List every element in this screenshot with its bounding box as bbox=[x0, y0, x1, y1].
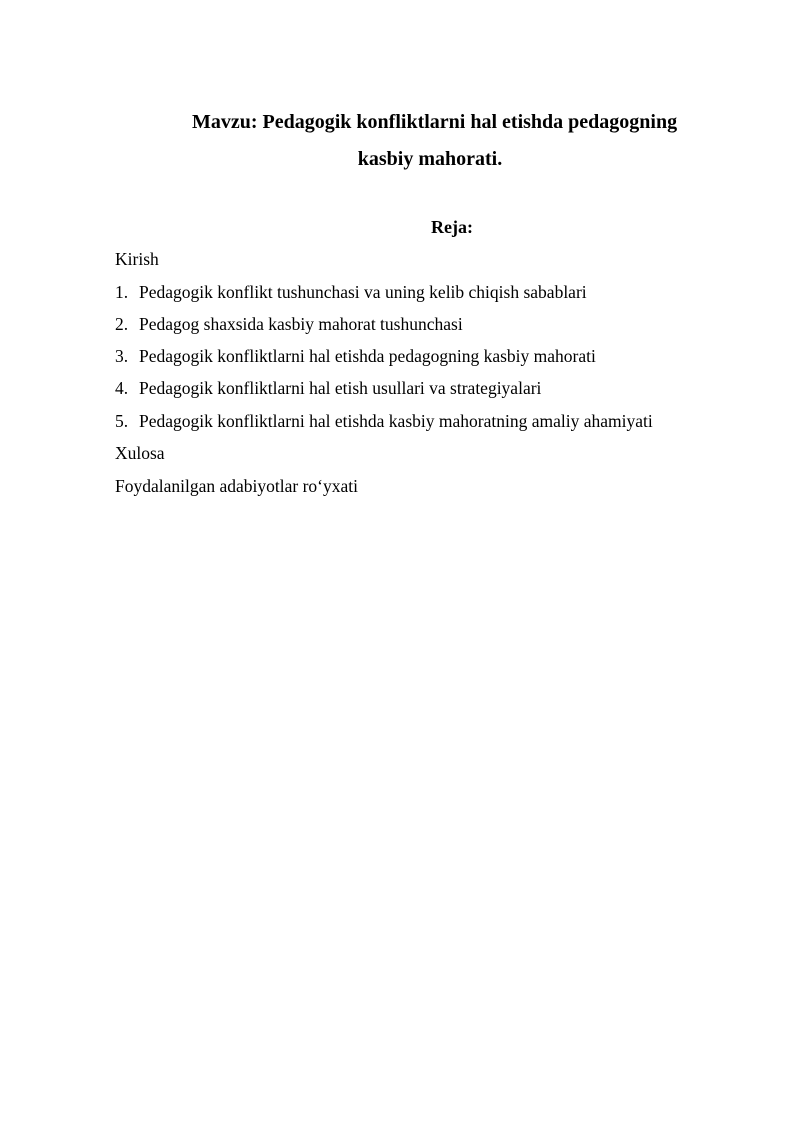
document-title-line-1: Mavzu: Pedagogik konfliktlarni hal etishda pedagogning bbox=[192, 111, 678, 133]
plan-item-text: Pedagogik konfliktlarni hal etishda pedagogning kasbiy mahorati bbox=[139, 346, 596, 366]
plan-item-text: Pedagogik konfliktlarni hal etishda kasbiy mahoratning amaliy ahamiyati bbox=[139, 411, 653, 431]
plan-item-text: Pedagogik konflikt tushunchasi va uning kelib chiqish sabablari bbox=[139, 282, 587, 302]
plan-item-text: Pedagogik konfliktlarni hal etish usullari va strategiyalari bbox=[139, 378, 542, 398]
plan-item-5 bbox=[115, 410, 653, 432]
plan-item-1 bbox=[115, 281, 587, 303]
document-title-line-2: kasbiy mahorati. bbox=[357, 148, 503, 170]
plan-item-2 bbox=[115, 313, 463, 335]
plan-heading: Reja: bbox=[431, 217, 473, 237]
plan-item-number: 1. bbox=[115, 282, 129, 302]
plan-item-number: 3. bbox=[115, 346, 129, 366]
plan-item-number: 5. bbox=[115, 411, 129, 431]
plan-conclusion: Xulosa bbox=[115, 443, 165, 463]
plan-item-3 bbox=[115, 345, 596, 367]
plan-references: Foydalanilgan adabiyotlar ro‘yxati bbox=[115, 476, 358, 496]
plan-item-number: 4. bbox=[115, 378, 129, 398]
plan-item-4 bbox=[115, 377, 541, 399]
plan-intro: Kirish bbox=[115, 249, 159, 269]
plan-item-text: Pedagog shaxsida kasbiy mahorat tushunchasi bbox=[139, 314, 463, 334]
plan-item-number: 2. bbox=[115, 314, 129, 334]
